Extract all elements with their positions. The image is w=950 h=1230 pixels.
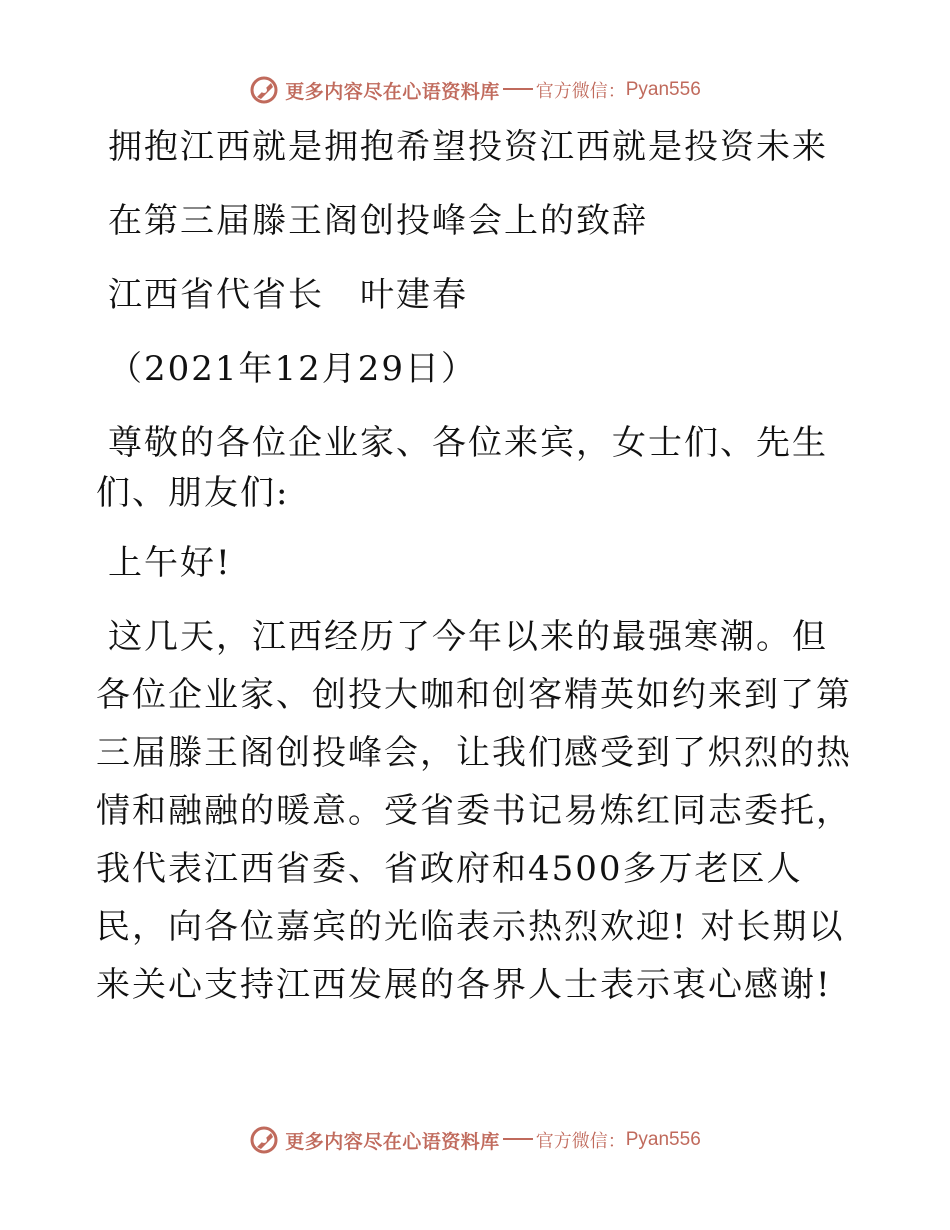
watermark-dash bbox=[503, 88, 533, 90]
quill-logo-icon bbox=[249, 75, 279, 105]
watermark-id: Pyan556 bbox=[625, 79, 701, 100]
document-title: 拥抱江西就是拥抱希望投资江西就是投资未来 bbox=[108, 127, 828, 167]
document-body bbox=[96, 122, 856, 1038]
document-author: 江西省代省长 叶建春 bbox=[108, 275, 468, 315]
document-subtitle: 在第三届滕王阁创投峰会上的致辞 bbox=[108, 201, 648, 241]
watermark-dash bbox=[503, 1138, 533, 1140]
watermark-main-text: 更多内容尽在心语资料库 bbox=[285, 1130, 500, 1153]
document-paragraph-1: 这几天，江西经历了今年以来的最强寒潮。但各位企业家、创投大咖和创客精英如约来到了第三届滕王阁创投峰会，让我们感受到了炽烈的热情和融融的暖意。受省委书记易炼红同志委托，我代表江西省委、省政府和4500多万老区人民，向各位嘉宾的光临表示热烈欢迎! 对长期以来关心支持江西发展的各界人士表示衷心感谢! bbox=[96, 617, 852, 1005]
watermark-main-text: 更多内容尽在心语资料库 bbox=[285, 80, 500, 103]
watermark-sub-text: 官方微信： bbox=[535, 1131, 626, 1152]
document-date: （2021年12月29日） bbox=[108, 349, 478, 389]
document-salutation: 上午好! bbox=[108, 543, 232, 583]
footer-watermark bbox=[0, 1120, 950, 1160]
header-watermark bbox=[0, 70, 950, 110]
quill-logo-icon bbox=[249, 1125, 279, 1155]
watermark-sub-text: 官方微信： bbox=[535, 81, 626, 102]
document-greeting: 尊敬的各位企业家、各位来宾，女士们、先生们、朋友们: bbox=[96, 423, 828, 513]
watermark-id: Pyan556 bbox=[625, 1129, 701, 1150]
